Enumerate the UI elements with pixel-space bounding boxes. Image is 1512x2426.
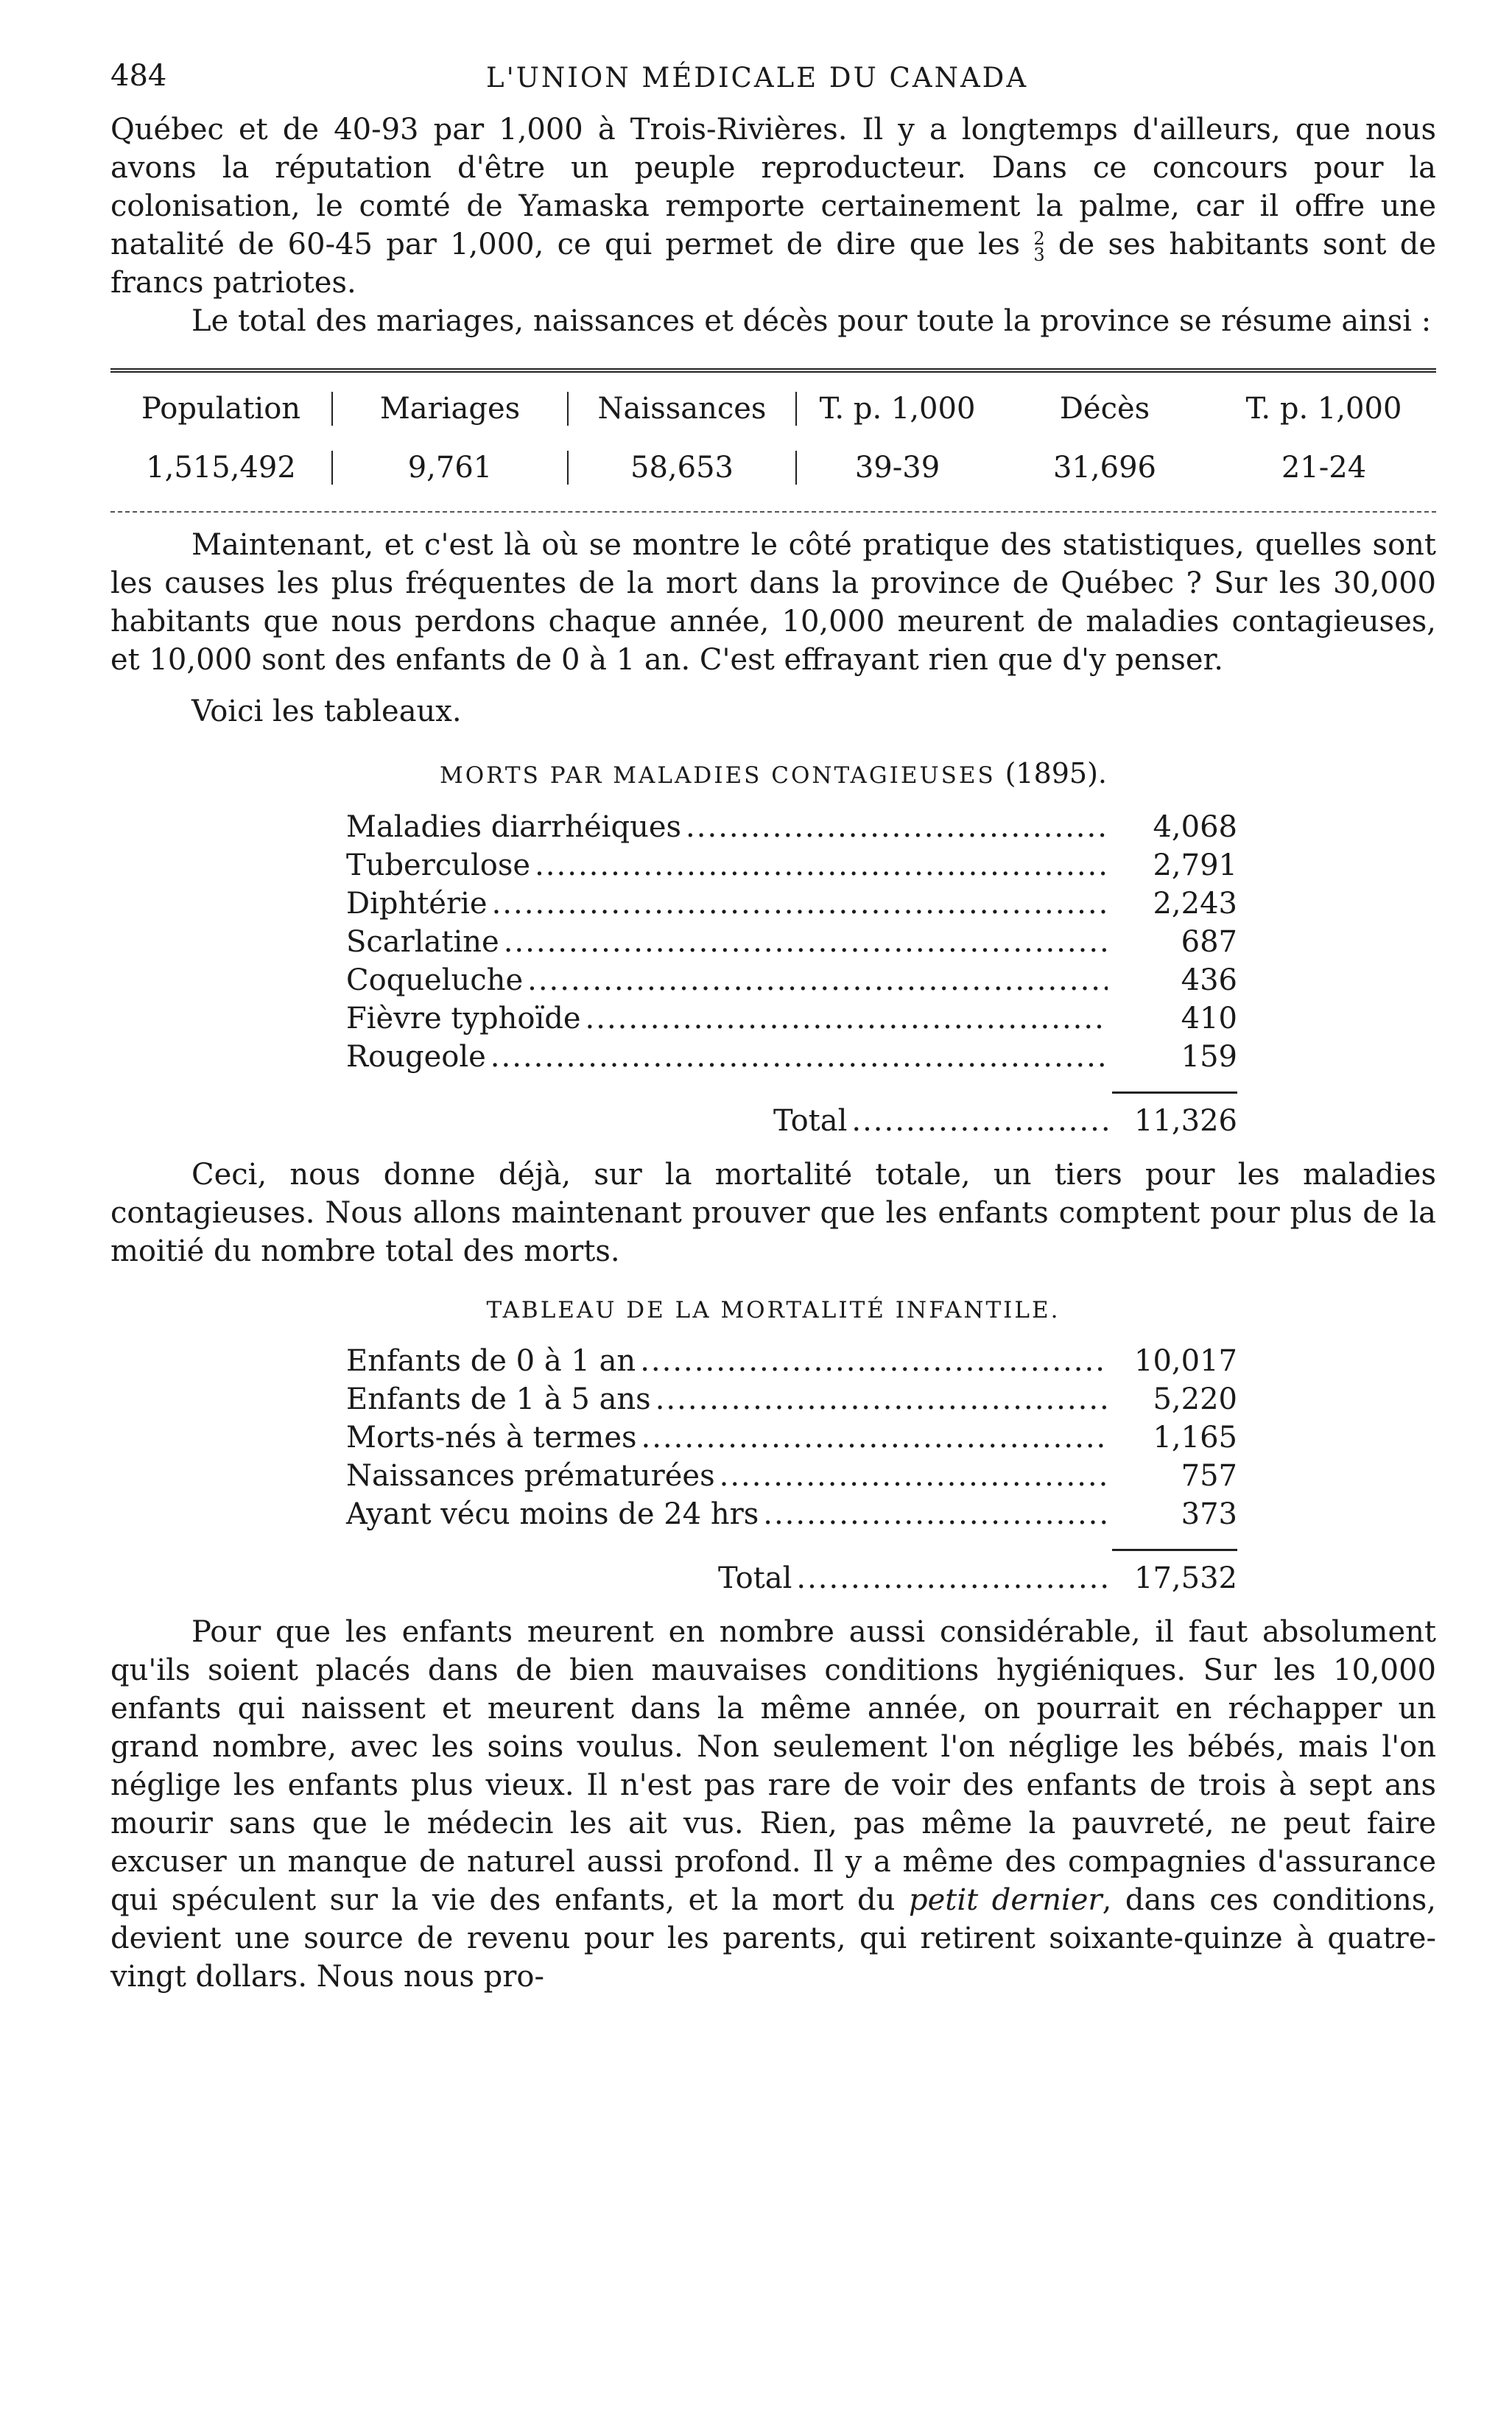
stats-value-taux-naissances: 39-39 bbox=[795, 451, 998, 485]
table2-title: TABLEAU DE LA MORTALITÉ INFANTILE. bbox=[486, 1297, 1061, 1323]
emphasis-petit-dernier: petit dernier bbox=[909, 1883, 1103, 1917]
document-page bbox=[110, 59, 1436, 1996]
stats-value-population: 1,515,492 bbox=[146, 451, 296, 485]
table-row: Naissances prématurées ..... 757 bbox=[346, 1459, 1237, 1497]
table1-title: MORTS PAR MALADIES CONTAGIEUSES (1895). bbox=[439, 757, 1108, 790]
table-row: Enfants de 1 à 5 ans ..... 5,220 bbox=[346, 1382, 1237, 1421]
stats-header-taux-naissances: T. p. 1,000 bbox=[795, 392, 998, 426]
stats-header-deces: Décès bbox=[1059, 392, 1150, 426]
table-row: Rougeole ..... 159 bbox=[346, 1040, 1237, 1078]
stats-value-deces: 31,696 bbox=[1053, 451, 1156, 485]
table1-total: Total ..... 11,326 bbox=[346, 1104, 1237, 1142]
table-row: Ayant vécu moins de 24 hrs ..... 373 bbox=[346, 1497, 1237, 1536]
running-title: L'UNION MÉDICALE DU CANADA bbox=[486, 62, 1029, 94]
stats-header-mariages: Mariages bbox=[331, 392, 567, 426]
table-row: Morts-nés à termes ..... 1,165 bbox=[346, 1421, 1237, 1459]
table-row: Scarlatine ..... 687 bbox=[346, 925, 1237, 963]
stats-header-naissances: Naissances bbox=[567, 392, 795, 426]
table-row: Enfants de 0 à 1 an ..... 10,017 bbox=[346, 1344, 1237, 1382]
total-rule bbox=[1112, 1549, 1237, 1551]
stats-value-mariages: 9,761 bbox=[331, 451, 567, 485]
table-row: Coqueluche ..... 436 bbox=[346, 963, 1237, 1002]
table2-total: Total ..... 17,532 bbox=[346, 1561, 1237, 1600]
table-mortalite-infantile bbox=[346, 1344, 1237, 1600]
paragraph-tiers: Ceci, nous donne déjà, sur la mortalité totale, un tiers pour les maladies contagieuses. Nous allons maintenant prouver que les enfants comptent pour plus de la moitié du nombre total des morts. bbox=[110, 1158, 1436, 1268]
stats-value-naissances: 58,653 bbox=[567, 451, 795, 485]
stats-value-taux-deces: 21-24 bbox=[1281, 451, 1367, 485]
paragraph-total-intro: Le total des mariages, naissances et décès pour toute la province se résume ainsi : bbox=[191, 304, 1432, 338]
page-number: 484 bbox=[110, 59, 167, 93]
table-row: Tuberculose ..... 2,791 bbox=[346, 848, 1237, 887]
page-header bbox=[110, 59, 1436, 110]
table-maladies-contagieuses bbox=[346, 810, 1237, 1142]
paragraph-hygiene: Pour que les enfants meurent en nombre aussi considérable, il faut absolument qu'ils soient placés dans de bien mauvaises conditions hygiéniques. Sur les 10,000 enfants qui naissent et meurent dans la même année, on pourrait en réchapper un grand nombre, avec les soins voulus. Non seulement l'on néglige les bébés, mais l'on néglige les enfants plus vieux. Il n'est pas rare de voir des enfants de trois à sept ans mourir sans que le médecin les ait vus. Rien, pas même la pauvreté, ne peut faire excuser un manque de naturel aussi profond. Il y a même des compagnies d'assurance qui spéculent sur la vie des enfants, et la mort du petit dernier, dans ces conditions, devient une source de revenu pour les parents, qui retirent soixante-quinze à quatre-vingt dollars. Nous nous pro- bbox=[110, 1615, 1436, 1994]
total-rule bbox=[1112, 1091, 1237, 1094]
fraction: 2 3 bbox=[1033, 228, 1045, 265]
table-row: Maladies diarrhéiques ..... 4,068 bbox=[346, 810, 1237, 848]
stats-table bbox=[110, 368, 1436, 513]
table-row: Fièvre typhoïde ..... 410 bbox=[346, 1002, 1237, 1040]
stats-header-population: Population bbox=[141, 392, 301, 426]
paragraph-natalite: Québec et de 40-93 par 1,000 à Trois-Rivières. Il y a longtemps d'ailleurs, que nous avons la réputation d'être un peuple reproducteur. Dans ce concours pour la colonisation, le comté de Yamaska remporte certainement la palme, car il offre une natalité de 60-45 par 1,000, ce qui permet de dire que les 2 3 de ses habitants sont de francs patriotes. bbox=[110, 113, 1436, 300]
paragraph-causes: Maintenant, et c'est là où se montre le côté pratique des statistiques, quelles sont les causes les plus fréquentes de la mort dans la province de Québec ? Sur les 30,000 habitants que nous perdons chaque année, 10,000 meurent de maladies contagieuses, et 10,000 sont des enfants de 0 à 1 an. C'est effrayant rien que d'y penser. bbox=[110, 528, 1436, 677]
stats-header-taux-deces: T. p. 1,000 bbox=[1245, 392, 1402, 426]
table-row: Diphtérie ..... 2,243 bbox=[346, 887, 1237, 925]
paragraph-voici: Voici les tableaux. bbox=[191, 695, 462, 728]
